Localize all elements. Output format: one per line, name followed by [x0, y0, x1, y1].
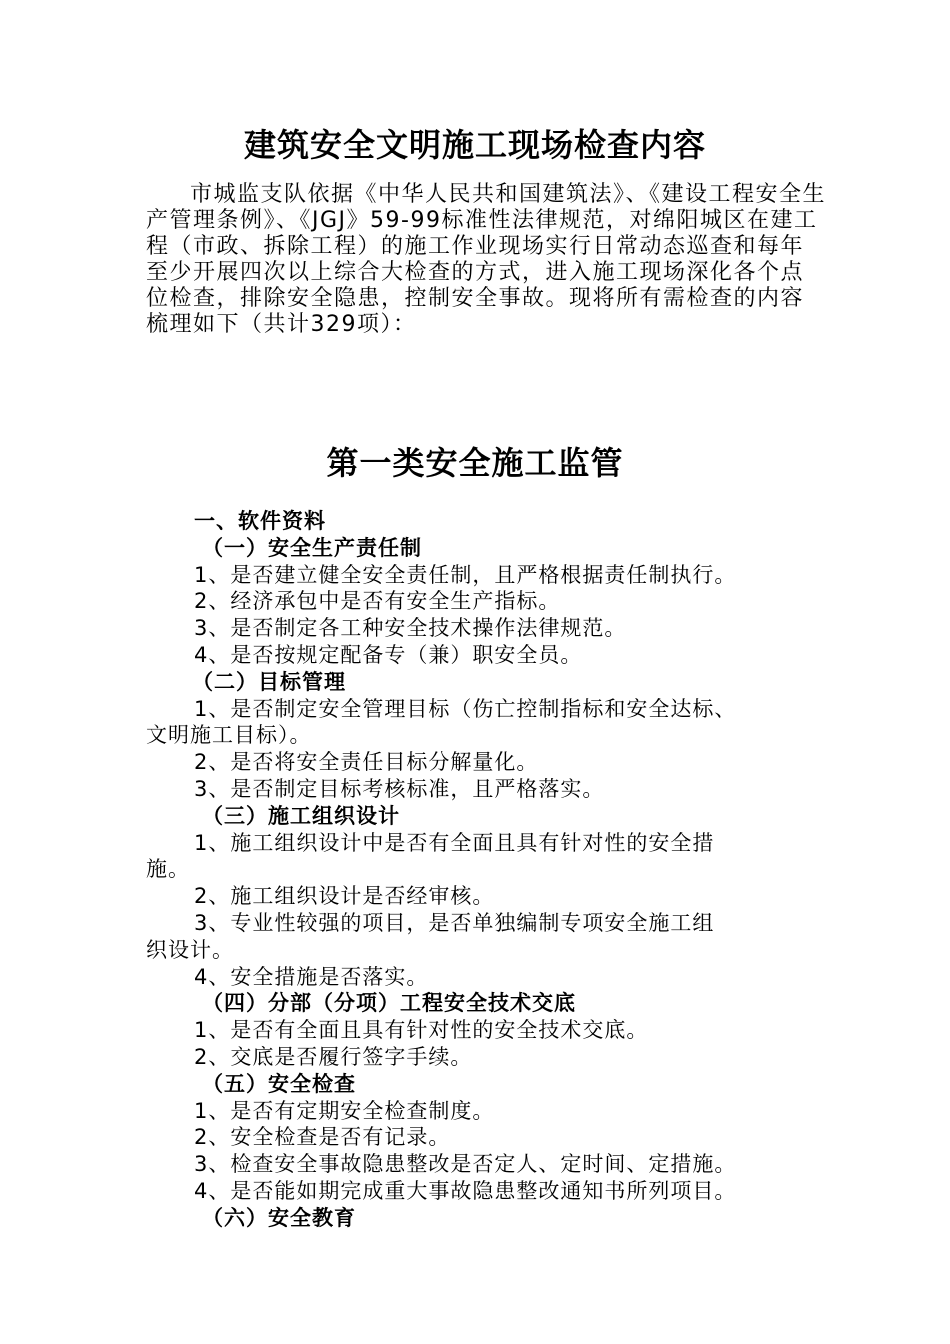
intro-text: 市城监支队依据《中华人民共和国建筑法》、《建设工程安全生产管理条例》、《JGJ》59-99标准性法律规范，对绵阳城区在建工程（市政、拆除工程）的施工作业现场实行日常动态巡查和每年至少开展四次以上综合大检查的方式，进入施工现场深化各个点位检查，排除安全隐患，控制安全事故。现将所有需检查的内容梳理如下（共计329项）： — [146, 182, 827, 337]
main-title: 建筑安全文明施工现场检查内容 — [243, 126, 706, 164]
sub-heading-5: （五）安全检查 — [202, 1071, 356, 1096]
list-item: 1、施工组织设计中是否有全面且具有针对性的安全措 — [194, 830, 715, 855]
sub-heading-3: （三）施工组织设计 — [202, 803, 400, 828]
list-item-continuation: 文明施工目标）。 — [146, 723, 312, 748]
list-item: 3、是否制定各工种安全技术操作法律规范。 — [194, 616, 627, 641]
list-item: 3、是否制定目标考核标准，且严格落实。 — [194, 776, 605, 801]
list-item-continuation: 施。 — [146, 857, 190, 882]
list-item: 1、是否有全面且具有针对性的安全技术交底。 — [194, 1018, 649, 1043]
list-item: 4、是否按规定配备专（兼）职安全员。 — [194, 642, 583, 667]
list-item: 2、交底是否履行签字手续。 — [194, 1044, 473, 1069]
part-heading: 一、软件资料 — [194, 509, 326, 533]
list-item: 1、是否有定期安全检查制度。 — [194, 1098, 495, 1123]
list-item: 2、是否将安全责任目标分解量化。 — [194, 750, 539, 775]
list-item: 1、是否制定安全管理目标（伤亡控制指标和安全达标、 — [194, 696, 737, 721]
intro-paragraph — [146, 182, 826, 338]
section-title: 第一类安全施工监管 — [326, 444, 624, 482]
list-item: 2、经济承包中是否有安全生产指标。 — [194, 589, 561, 614]
sub-heading-1: （一）安全生产责任制 — [202, 535, 422, 560]
list-item: 3、检查安全事故隐患整改是否定人、定时间、定措施。 — [194, 1152, 737, 1177]
list-item: 2、安全检查是否有记录。 — [194, 1125, 451, 1150]
sub-heading-2: （二）目标管理 — [192, 669, 346, 694]
list-item: 2、施工组织设计是否经审核。 — [194, 884, 495, 909]
sub-heading-4: （四）分部（分项）工程安全技术交底 — [202, 991, 576, 1016]
checklist-content — [146, 508, 836, 1232]
list-item: 3、专业性较强的项目，是否单独编制专项安全施工组 — [194, 910, 715, 935]
list-item: 4、安全措施是否落实。 — [194, 964, 429, 989]
list-item: 4、是否能如期完成重大事故隐患整改通知书所列项目。 — [194, 1178, 737, 1203]
list-item: 1、是否建立健全安全责任制，且严格根据责任制执行。 — [194, 562, 737, 587]
list-item-continuation: 织设计。 — [146, 937, 234, 962]
sub-heading-6: （六）安全教育 — [202, 1205, 356, 1230]
